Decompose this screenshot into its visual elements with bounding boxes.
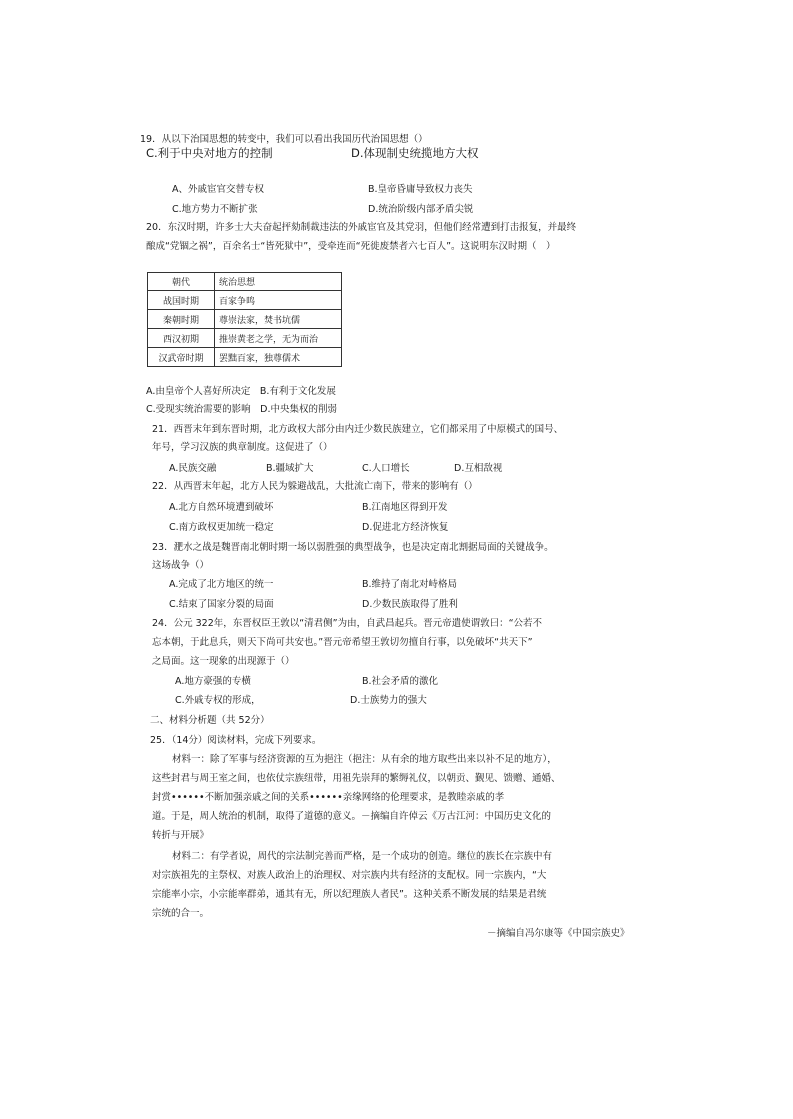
q24-option-c: C.外戚专权的形成，	[175, 695, 261, 706]
table-cell: 西汉初期	[148, 329, 215, 348]
q20-stem-line1: 20．东汉时期，许多士大夫奋起抨劾制裁违法的外戚宦官及其党羽，但他们经常遭到打击报复，并最终	[146, 222, 577, 233]
q23-option-b: B.维持了南北对峙格局	[362, 579, 458, 590]
material2-line4: 宗统的合一。	[152, 908, 210, 919]
table-cell: 秦朝时期	[148, 310, 215, 329]
q21-option-d: D.互相敌视	[454, 463, 503, 474]
material1-line3: 封赏••••••不断加强亲戚之间的关系••••••亲缘网络的伦理要求，是教睦亲戚的孝	[152, 792, 505, 803]
q19-options-line2: C.受现实统治需要的影响 D.中央集权的削弱	[146, 404, 337, 415]
q25-stem: 25．（14分）阅读材料，完成下列要求。	[150, 735, 322, 746]
q22-stem: 22．从西晋末年起，北方人民为躲避战乱，大批流亡南下，带来的影响有（）	[152, 481, 478, 492]
q24-option-a: A.地方豪强的专横	[175, 676, 251, 687]
q19-options-line1: A.由皇帝个人喜好所决定 B.有利于文化发展	[146, 386, 336, 397]
material1-line4: 道。于是，周人统治的机制，取得了道德的意义。－摘编自许倬云《万古江河：中国历史文化的	[152, 811, 552, 822]
q19-stem: 19．从以下治国思想的转变中，我们可以看出我国历代治国思想（）	[140, 134, 428, 145]
q24-option-d: D.士族势力的强大	[350, 695, 427, 706]
q21-stem-line1: 21．西晋末年到东晋时期，北方政权大部分由内迁少数民族建立，它们都采用了中原模式的国号、	[152, 424, 564, 435]
thought-table	[147, 272, 342, 367]
q23-option-a: A.完成了北方地区的统一	[169, 579, 274, 590]
table-header-cell: 朝代	[148, 273, 215, 291]
q24-option-b: B.社会矛盾的激化	[362, 676, 439, 687]
q21-option-c: C.人口增长	[362, 463, 410, 474]
q23-option-d: D.少数民族取得了胜利	[362, 599, 458, 610]
table-cell: 百家争鸣	[215, 291, 342, 310]
table-cell: 尊崇法家，焚书坑儒	[215, 310, 342, 329]
table-cell: 汉武帝时期	[148, 348, 215, 367]
table-header-row	[148, 273, 342, 291]
q22-option-c: C.南方政权更加统一稳定	[169, 522, 274, 533]
q20-stem-line2: 酿成“党锢之祸”，百余名士“皆死狱中”，受牵连而“死徙废禁者六七百人”。这说明东汉时期（ ）	[146, 241, 556, 252]
material2-source: －摘编自冯尔康等《中国宗族史》	[487, 928, 630, 939]
q20-option-b: B.皇帝昏庸导致权力丧失	[368, 184, 473, 195]
table-cell: 罢黜百家，独尊儒术	[215, 348, 342, 367]
q21-option-b: B.疆域扩大	[266, 463, 314, 474]
q20-option-a: A、外戚宦官交替专权	[172, 184, 264, 195]
q24-stem-line1: 24．公元 322年，东晋权臣王敦以“清君侧”为由，自武昌起兵。晋元帝遣使谓敦曰：“公若不	[152, 618, 543, 629]
q24-stem-line2: 忘本朝，于此息兵，则天下尚可共安也。”晋元帝希望王敦切勿擅自行事，以免破坏“共天下”	[152, 637, 533, 648]
material2-line1: 材料二：有学者说，周代的宗法制完善而严格，是一个成功的创造。继位的族长在宗族中有	[172, 851, 553, 862]
material1-line1: 材料一：除了军事与经济资源的互为挹注（挹注：从有余的地方取些出来以补不足的地方），	[172, 754, 557, 765]
material1-line2: 这些封君与周王室之间，也依仗宗族纽带，用祖先崇拜的繁缛礼仪，以朝贡、觐见、馈赠、通婚、	[152, 773, 561, 784]
table-row	[148, 310, 342, 329]
q23-stem-line1: 23．淝水之战是魏晋南北朝时期一场以弱胜强的典型战争，也是决定南北割据局面的关键战争。	[152, 542, 554, 553]
q23-stem-line2: 这场战争（）	[152, 560, 210, 571]
section-title: 二、材料分析题（共 52分）	[150, 715, 270, 726]
q19-option-d: D.体现制史统揽地方大权	[351, 146, 479, 160]
table-header-cell: 统治思想	[215, 273, 342, 291]
table-row	[148, 348, 342, 367]
q22-option-b: B.江南地区得到开发	[362, 502, 448, 513]
q21-stem-line2: 年号，学习汉族的典章制度。这促进了（）	[152, 442, 333, 453]
q24-stem-line3: 之局面。这一现象的出现源于（）	[152, 656, 295, 667]
table-row	[148, 329, 342, 348]
material2-line2: 对宗族祖先的主祭权、对族人政治上的治理权、对宗族内共有经济的支配权。同一宗族内，“大	[152, 870, 547, 881]
table-row	[148, 291, 342, 310]
q21-option-a: A.民族交融	[169, 463, 217, 474]
material1-line5: 转折与开展》	[152, 830, 210, 841]
q22-option-d: D.促进北方经济恢复	[362, 522, 449, 533]
table-cell: 战国时期	[148, 291, 215, 310]
material2-line3: 宗能率小宗，小宗能率群弟，通其有无，所以纪理族人者民”。这种关系不断发展的结果是君统	[152, 889, 547, 900]
q22-option-a: A.北方自然环境遭到破坏	[169, 502, 274, 513]
q20-option-c: C.地方势力不断扩张	[172, 204, 258, 215]
q20-option-d: D.统治阶级内部矛盾尖锐	[368, 204, 474, 215]
q19-option-c: C.利于中央对地方的控制	[146, 146, 273, 160]
table-cell: 推崇黄老之学，无为而治	[215, 329, 342, 348]
q23-option-c: C.结束了国家分裂的局面	[169, 599, 274, 610]
